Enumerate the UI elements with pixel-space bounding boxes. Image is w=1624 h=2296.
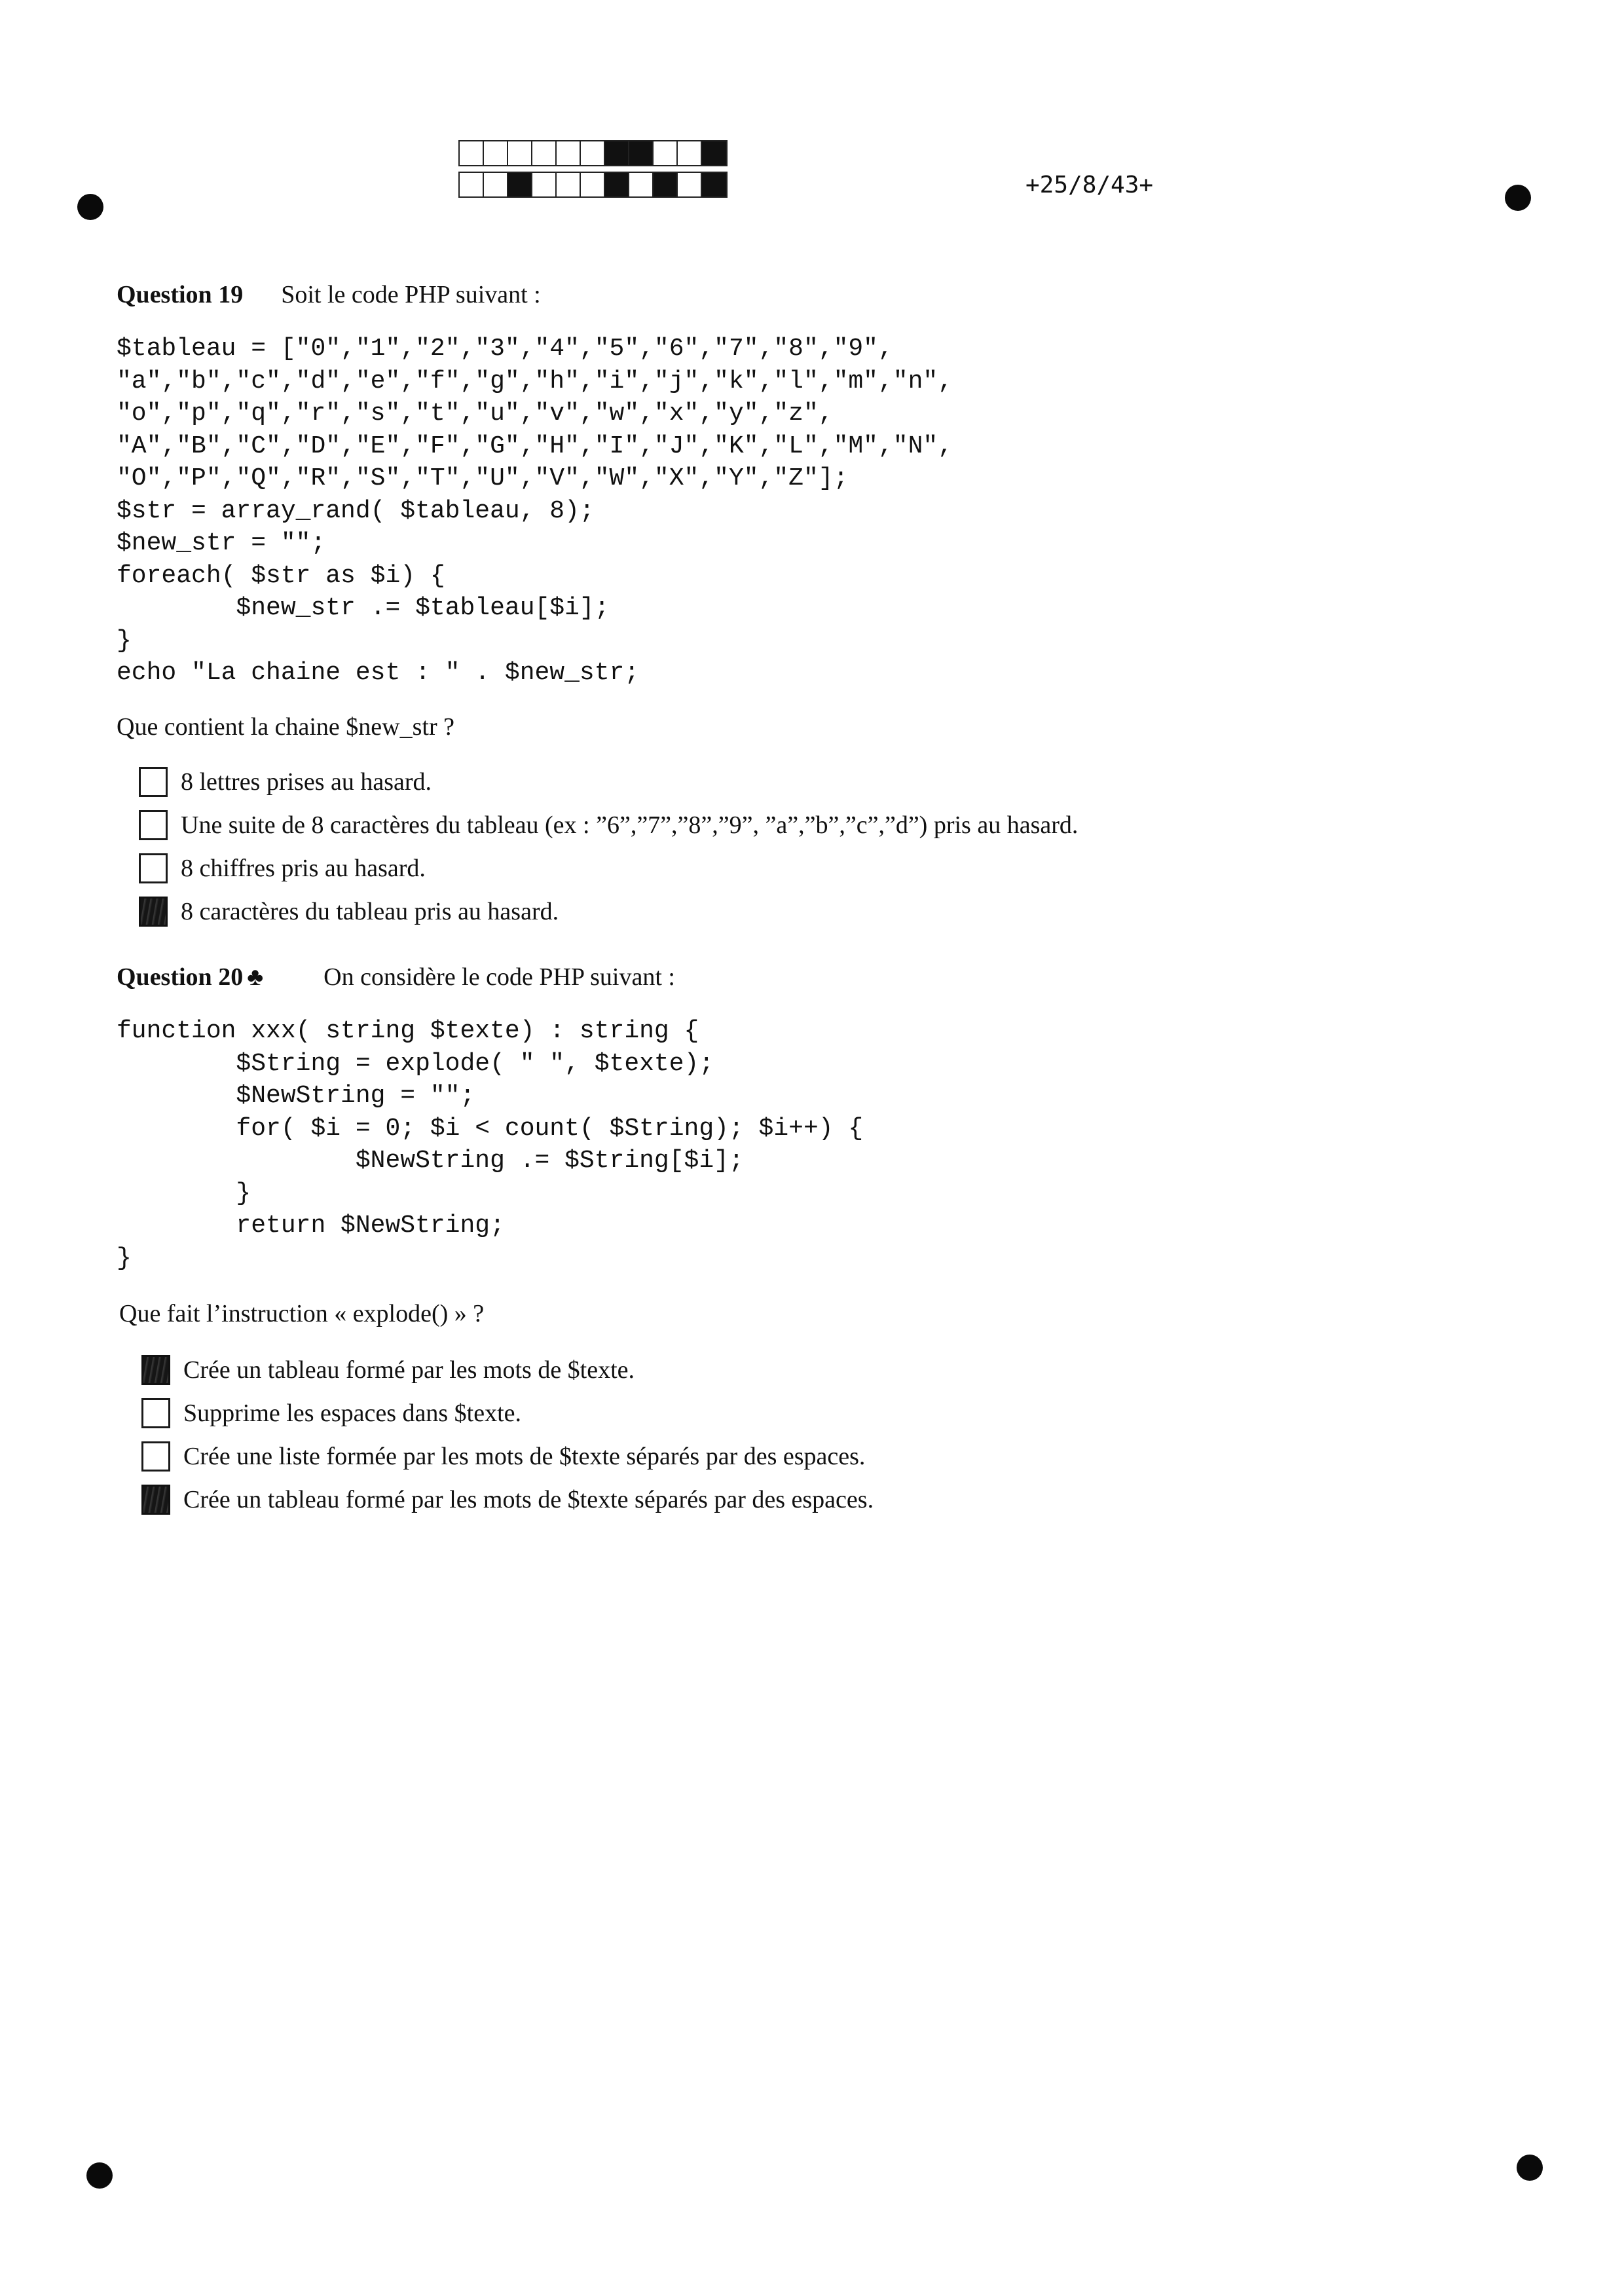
answer-checkbox[interactable] [139,853,168,883]
answer-checkbox[interactable] [141,1485,170,1515]
question-20-answer-2[interactable] [141,1395,521,1432]
barcode-cell [629,141,654,165]
barcode-cell [654,141,678,165]
question-intro: Soit le code PHP suivant : [281,281,541,308]
answer-label: 8 lettres prises au hasard. [181,768,432,796]
answer-label: Une suite de 8 caractères du tableau (ex : ”6”,”7”,”8”,”9”, ”a”,”b”,”c”,”d”) pris au hasard. [181,811,1079,839]
club-icon: ♣ [247,963,264,991]
answer-label: Crée un tableau formé par les mots de $texte séparés par des espaces. [183,1486,874,1513]
question-intro: On considère le code PHP suivant : [323,963,675,991]
answer-label: Crée une liste formée par les mots de $texte séparés par des espaces. [183,1443,866,1470]
corner-mark-bottom-left [86,2162,113,2189]
barcode-cell [508,141,532,165]
answer-label: Crée un tableau formé par les mots de $texte. [183,1356,635,1384]
question-20-prompt: Que fait l’instruction « explode() » ? [119,1300,485,1327]
corner-mark-bottom-right [1517,2155,1543,2181]
page-id: +25/8/43+ [1025,172,1154,198]
barcode-cell [532,173,557,196]
question-20-answer-3[interactable] [141,1438,865,1475]
barcode-cell [702,141,726,165]
question-20-answer-1[interactable] [141,1352,635,1388]
question-19-answer-4[interactable] [139,893,559,930]
question-number: Question 20 ♣ [117,963,264,991]
answer-checkbox[interactable] [139,767,168,797]
barcode-cell [460,141,484,165]
barcode-cell [581,173,605,196]
barcode-cell [508,173,532,196]
question-20-answer-4[interactable] [141,1481,874,1518]
answer-checkbox[interactable] [141,1398,170,1428]
barcode-cell [484,141,508,165]
barcode-cell [605,141,629,165]
barcode-cell [557,141,581,165]
answer-checkbox[interactable] [139,897,168,927]
answer-checkbox[interactable] [141,1441,170,1472]
corner-mark-top-left [77,194,103,220]
question-19-prompt: Que contient la chaine $new_str ? [117,713,454,741]
corner-mark-top-right [1505,185,1531,211]
answer-label: Supprime les espaces dans $texte. [183,1399,522,1427]
answer-label: 8 caractères du tableau pris au hasard. [181,898,559,925]
question-20-code: function xxx( string $texte) : string { $String = explode( " ", $texte); $NewString = ""; for( $i = 0; $i < count( $String); $i++) { $NewString .= $String[$i]; } return $NewString; } [117,1017,864,1272]
answer-checkbox[interactable] [141,1355,170,1385]
barcode-cell [581,141,605,165]
question-number: Question 19 [117,281,244,308]
question-20-header [117,963,675,991]
barcode-cell [532,141,557,165]
answer-checkbox[interactable] [139,810,168,840]
question-19-answer-1[interactable] [139,764,432,800]
question-19-header [117,280,541,309]
barcode-cell [484,173,508,196]
barcode-cell [605,173,629,196]
question-19-answer-2[interactable] [139,807,1078,843]
barcode-cell [702,173,726,196]
answer-label: 8 chiffres pris au hasard. [181,855,426,882]
barcode-row-1 [458,140,728,166]
barcode-row-2 [458,172,728,198]
barcode-cell [557,173,581,196]
barcode-cell [460,173,484,196]
barcode-cell [678,141,702,165]
question-19-code: $tableau = ["0","1","2","3","4","5","6","7","8","9", "a","b","c","d","e","f","g","h","i","j","k","l","m","n", "o","p","q","r","s","t","u","v","w","x","y","z", "A","B","C","D","E","F","G","H","I","J","K","L","M","N", "O","P","Q","R","S","T","U","V","W","X","Y","Z"]; $str = array_rand( $tableau, 8); $new_str = ""; foreach( $str as $i) { $new_str .= $tableau[$i]; } echo "La chaine est : " . $new_str; [117,335,953,687]
barcode-cell [654,173,678,196]
question-19-answer-3[interactable] [139,850,426,887]
barcode-cell [629,173,654,196]
barcode-cell [678,173,702,196]
